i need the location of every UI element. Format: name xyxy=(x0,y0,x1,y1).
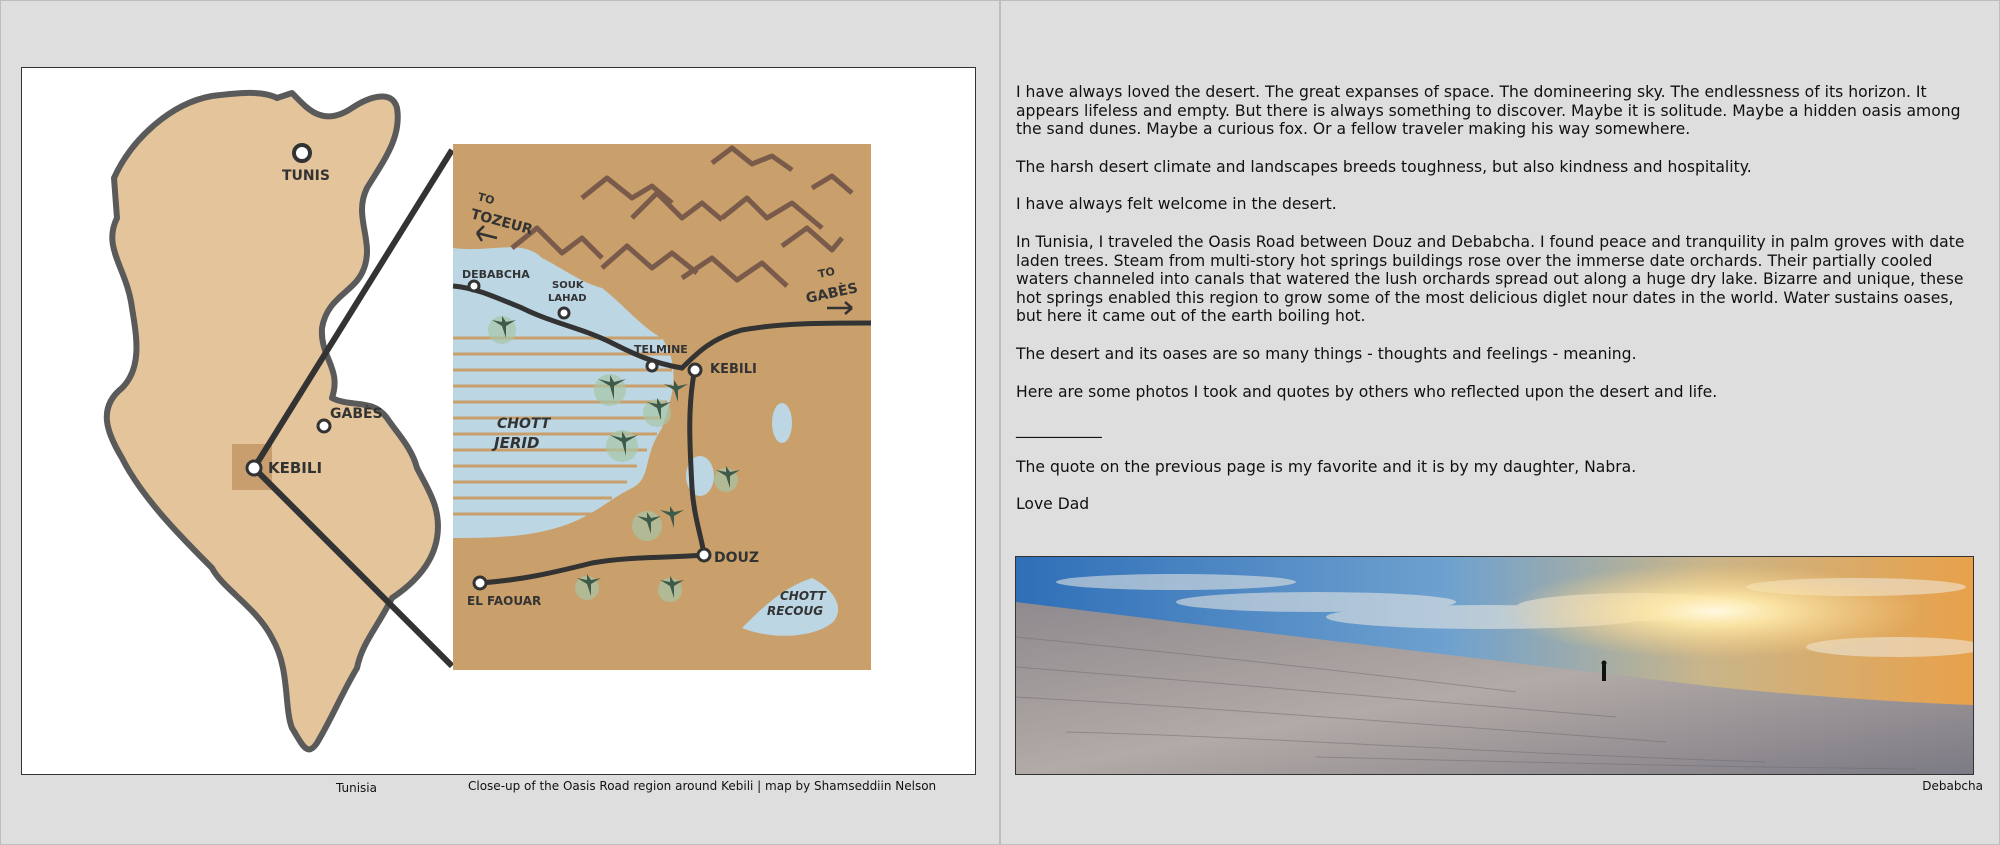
gabes-point xyxy=(318,420,330,432)
debabcha-point xyxy=(469,281,479,291)
traveler-head xyxy=(1602,661,1607,666)
souk-lahad-point xyxy=(559,308,569,318)
map-label-to-gabes-1: TO xyxy=(816,264,837,281)
paragraph: The quote on the previous page is my favorite and it is by my daughter, Nabra. xyxy=(1016,457,1637,476)
paragraph: I have always loved the desert. The great expanses of space. The domineering sky. The endlessness of its horizon. It appears lifeless and empty. But there is always something to discover. Maybe it is solitude. Maybe a hidden oasis among the sand dunes. Maybe a curious fox. Or a fellow traveler making his way somewhere. xyxy=(1016,83,1961,139)
caption-closeup-map: Close-up of the Oasis Road region around Kebili | map by Shamseddiin Nelson xyxy=(468,779,937,793)
paragraph: The harsh desert climate and landscapes breeds toughness, but also kindness and hospitality. xyxy=(1016,157,1752,176)
right-page xyxy=(1000,0,2000,845)
oasis-road-inset xyxy=(453,144,871,670)
paragraph: The desert and its oases are so many things - thoughts and feelings - meaning. xyxy=(1016,344,1637,363)
map-label-douz: DOUZ xyxy=(714,550,760,566)
map-label-souk: SOUK xyxy=(552,280,584,291)
telmine-point xyxy=(647,361,657,371)
paragraph: In Tunisia, I traveled the Oasis Road between Douz and Debabcha. I found peace and tranquility in palm groves with date laden trees. Steam from multi-story hot springs buildings rose over the immerse date orchards. Their partially cooled waters channeled into canals that watered the lush orchards spread out along a huge dry lake. Bizarre and unique, these hot springs enabled this region to grow some of the most delicious diglet nour dates in the world. Water sustains oases, but here it came out of the earth boiling hot. xyxy=(1016,232,1965,326)
paragraph: Here are some photos I took and quotes by others who reflected upon the desert and life. xyxy=(1016,382,1718,401)
letter-text xyxy=(1016,83,1976,533)
douz-point xyxy=(698,549,710,561)
map-label-debabcha: DEBABCHA xyxy=(462,268,530,281)
small-lake-east xyxy=(772,403,792,443)
kebili-inset-point xyxy=(689,364,701,376)
paragraph: I have always felt welcome in the desert. xyxy=(1016,195,1337,214)
map-label-telmine: TELMINE xyxy=(634,343,688,356)
separator-line: ___________ xyxy=(1016,420,1102,439)
tunis-point xyxy=(294,145,310,161)
desert-photo xyxy=(1015,556,1974,775)
traveler-silhouette xyxy=(1602,665,1606,681)
desert-dune-image xyxy=(1016,557,1973,774)
map-label-gabes: GABÈS xyxy=(330,406,383,422)
map-label-to-gabes-2: GABÈS xyxy=(804,280,860,307)
signature: Love Dad xyxy=(1016,495,1090,514)
map-label-el-faouar: EL FAOUAR xyxy=(467,594,542,608)
map-figure xyxy=(21,67,976,775)
map-label-chott-recoug-1: CHOTT xyxy=(780,589,826,603)
map-label-lahad: LAHAD xyxy=(548,293,587,304)
map-label-kebili: KEBILI xyxy=(268,459,323,477)
caption-tunisia: Tunisia xyxy=(336,781,377,795)
map-label-chott-recoug-2: RECOUG xyxy=(767,604,824,618)
map-label-to-tozeur-1: TO xyxy=(476,190,496,208)
map-label-tunis: TUNIS xyxy=(282,168,330,184)
map-label-kebili-inset: KEBILI xyxy=(710,362,757,377)
tunisia-outline xyxy=(107,93,438,750)
el-faouar-point xyxy=(474,577,486,589)
caption-debabcha: Debabcha xyxy=(1922,779,1983,793)
kebili-point xyxy=(247,461,261,475)
map-label-chott-jerid-2: JERID xyxy=(494,434,540,452)
map-label-to-tozeur-2: TOZEUR xyxy=(468,206,535,239)
map-label-chott-jerid-1: CHOTT xyxy=(497,416,551,432)
tunisia-map xyxy=(22,68,975,774)
